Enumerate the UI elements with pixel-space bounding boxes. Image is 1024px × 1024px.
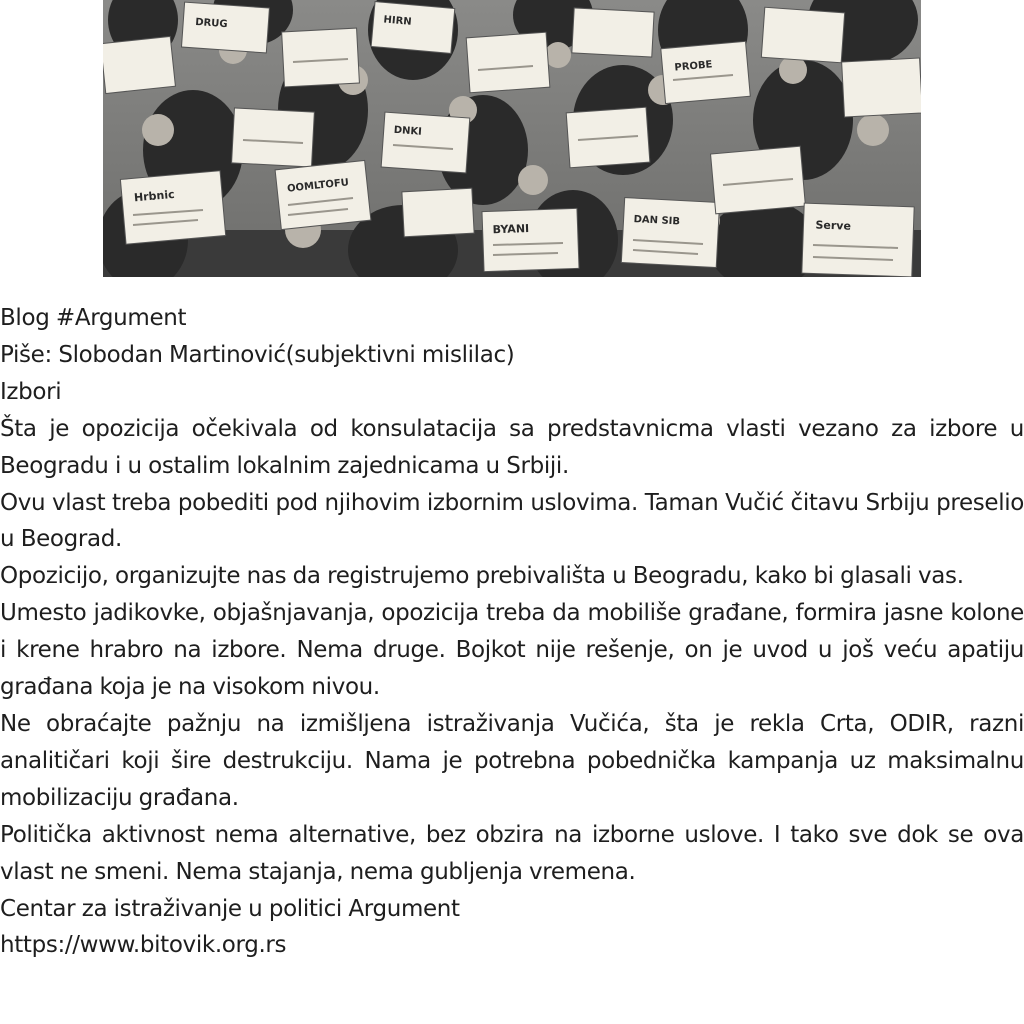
paper-headline: BYANI	[492, 222, 530, 237]
article-paragraph: Umesto jadikovke, objašnjavanja, opozicija treba da mobiliše građane, formira jasne kolone i krene hrabro na izbore. Nema druge. Bojkot nije rešenje, on je uvod u još veću apatiju građana koja je na visokom nivou.	[0, 600, 1024, 701]
paper-headline: OOMLTOFU	[286, 177, 350, 195]
byline: Piše: Slobodan Martinović(subjektivni mislilac)	[0, 341, 515, 368]
website-link[interactable]: https://www.bitovik.org.rs	[0, 932, 287, 959]
paper-headline: DAN SIB	[633, 214, 681, 228]
article-topic: Izbori	[0, 378, 62, 405]
blog-label: Blog #Argument	[0, 305, 187, 331]
article-paragraph: Ne obraćajte pažnju na izmišljena istraživanja Vučića, šta je rekla Crta, ODIR, razni analitičari koji šire destrukciju. Nama je potrebna pobednička kampanja uz maksimalnu mobilizaciju građana.	[0, 710, 1024, 811]
paper-headline: PROBE	[674, 59, 713, 74]
paper-headline: Serve	[815, 218, 852, 233]
hero-illustration	[103, 0, 921, 277]
paper-headline: HIRN	[383, 14, 413, 28]
paper-headline: Hrbnic	[133, 187, 176, 205]
paper-headline: DRUG	[194, 16, 228, 31]
article-paragraph: Politička aktivnost nema alternative, bez obzira na izborne uslove. I tako sve dok se ova vlast ne smeni. Nema stajanja, nema gubljenja vremena.	[0, 821, 1024, 885]
paper-headline: DNKI	[393, 124, 423, 138]
article-paragraph: Ovu vlast treba pobediti pod njihovim izbornim uslovima. Taman Vučić čitavu Srbiju preselio u Beograd.	[0, 489, 1024, 553]
article-body	[0, 300, 1024, 964]
article-paragraph: Opozicijo, organizujte nas da registrujemo prebivališta u Beogradu, kako bi glasali vas.	[0, 563, 964, 590]
signature: Centar za istraživanje u politici Argument	[0, 895, 460, 922]
crowd-reading-newspapers-illustration	[103, 0, 921, 277]
article-paragraph: Šta je opozicija očekivala od konsulatacija sa predstavnicma vlasti vezano za izbore u Beogradu i u ostalim lokalnim zajednicama u Srbiji.	[0, 415, 1024, 479]
